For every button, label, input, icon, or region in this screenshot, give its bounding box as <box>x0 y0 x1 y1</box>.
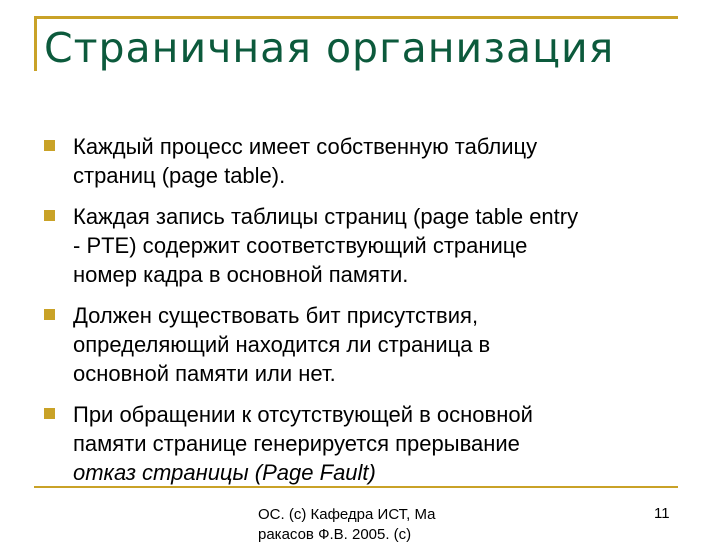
bullet-item <box>44 400 684 487</box>
bullet-item <box>44 132 684 190</box>
page-number: 11 <box>654 505 670 522</box>
square-bullet-icon <box>44 408 55 419</box>
bullet-text-line: основной памяти или нет. <box>73 361 336 386</box>
bullet-item <box>44 301 684 388</box>
top-divider <box>34 16 678 19</box>
bullet-text-line: номер кадра в основной памяти. <box>73 262 409 287</box>
bullet-item <box>44 202 684 289</box>
bullet-text-line: памяти странице генерируется прерывание <box>73 431 520 456</box>
slide-title: Страничная организация <box>44 24 615 72</box>
bullet-text-line: Каждый процесс имеет собственную таблицу <box>73 134 538 159</box>
footer-line: ОС. (c) Кафедра ИСТ, Ма <box>258 506 436 523</box>
bullet-text-line: Каждая запись таблицы страниц (page table entry <box>73 204 579 229</box>
square-bullet-icon <box>44 309 55 320</box>
left-divider <box>34 16 37 71</box>
bullet-text-line: определяющий находится ли страница в <box>73 332 491 357</box>
bullet-text-line: - PTE) содержит соответствующий странице <box>73 233 528 258</box>
bottom-divider <box>34 486 678 488</box>
footer-line: ракасов Ф.В. 2005. (c) <box>258 526 412 543</box>
bullet-text-line: страниц (page table). <box>73 163 286 188</box>
bullet-text-line: При обращении к отсутствующей в основной <box>73 402 533 427</box>
square-bullet-icon <box>44 210 55 221</box>
bullet-text-line: Должен существовать бит присутствия, <box>73 303 479 328</box>
square-bullet-icon <box>44 140 55 151</box>
footer-credit <box>258 505 488 545</box>
bullet-list <box>44 132 684 499</box>
page-fault-term: отказ страницы (Page Fault) <box>73 460 376 485</box>
